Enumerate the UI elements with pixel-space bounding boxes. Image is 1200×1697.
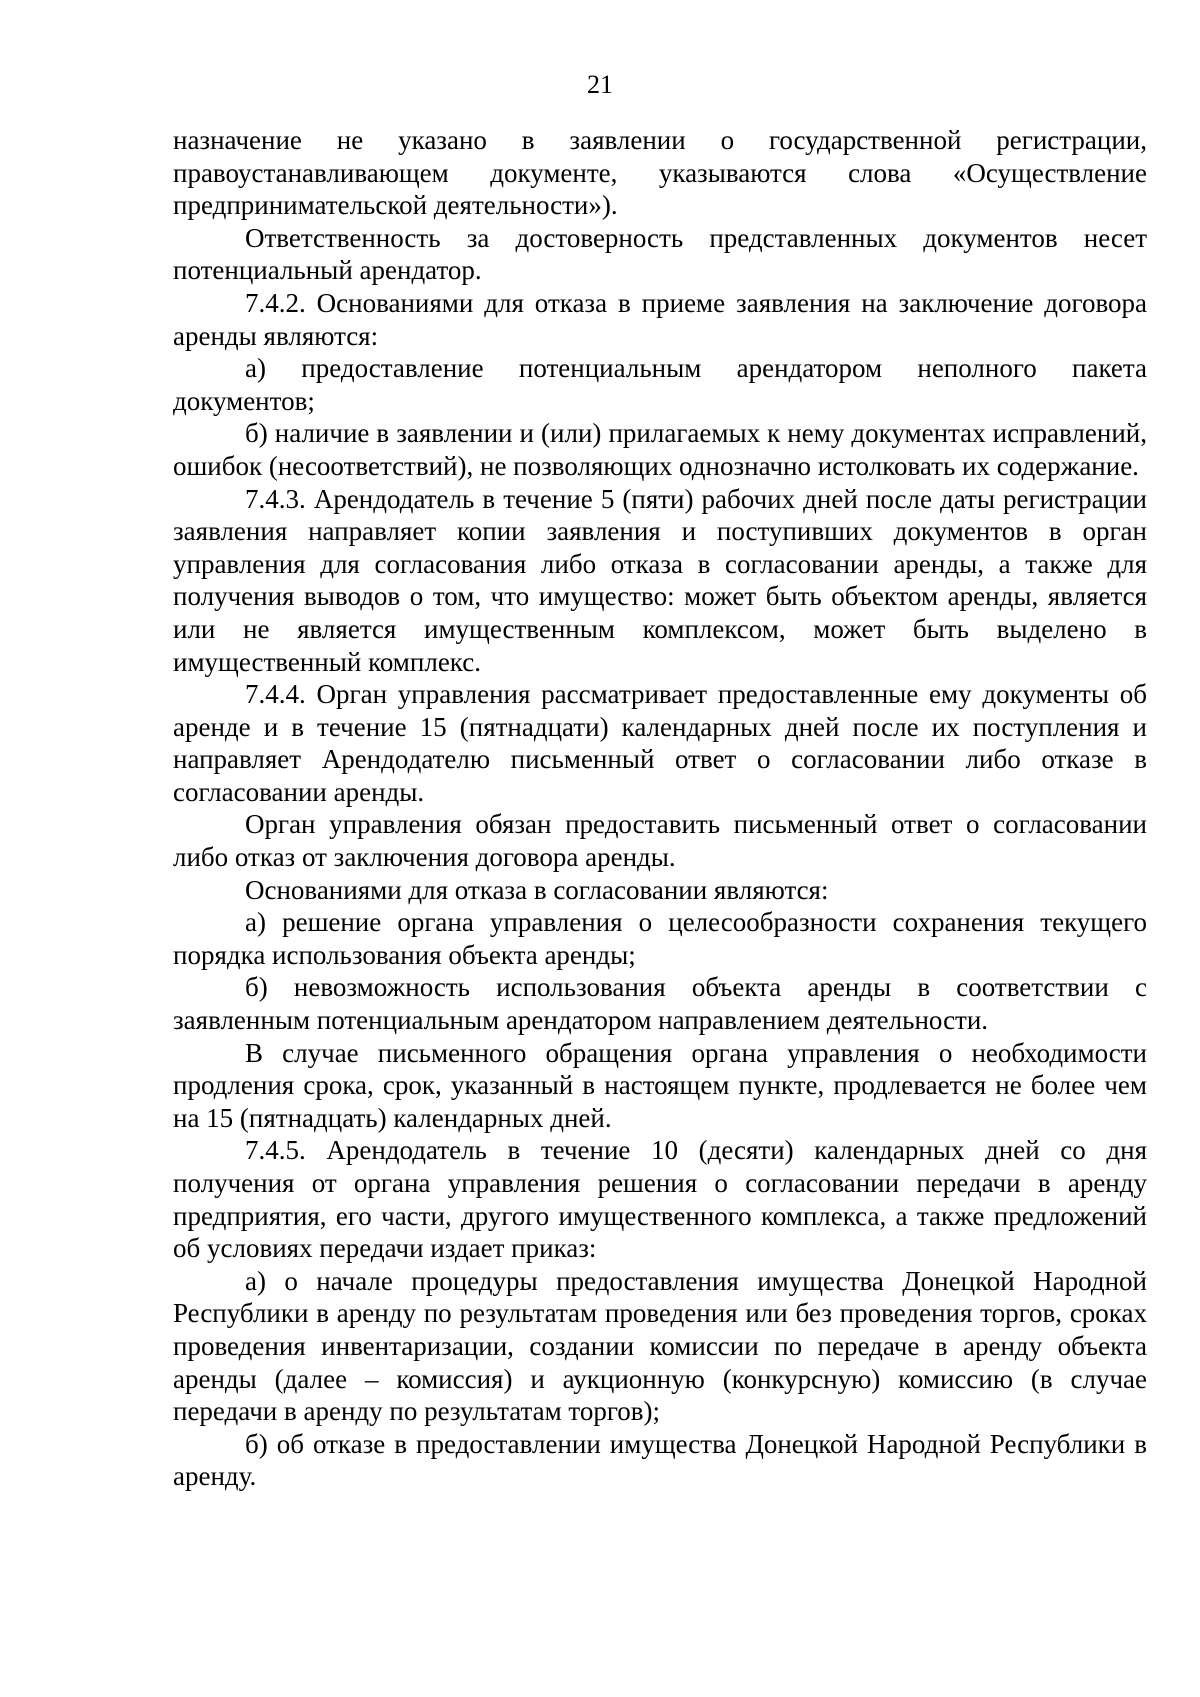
document-body <box>173 124 1147 1493</box>
paragraph: б) наличие в заявлении и (или) прилагаемых к нему документах исправлений, ошибок (несоответствий), не позволяющих однозначно истолковать их содержание. <box>173 418 1147 481</box>
paragraph: а) о начале процедуры предоставления имущества Донецкой Народной Республики в аренду по результатам проведения или без проведения торгов, сроках проведения инвентаризации, создании комиссии по передаче в аренду объекта аренды (далее – комиссия) и аукционную (конкурсную) комиссию (в случае передачи в аренду по результатам торгов); <box>173 1265 1147 1427</box>
paragraph: Ответственность за достоверность представленных документов несет потенциальный арендатор. <box>173 222 1147 286</box>
paragraph: а) предоставление потенциальным арендатором неполного пакета документов; <box>173 353 1147 416</box>
paragraph: б) невозможность использования объекта аренды в соответствии с заявленным потенциальным арендатором направлением деятельности. <box>173 972 1147 1036</box>
paragraph: В случае письменного обращения органа управления о необходимости продления срока, срок, указанный в настоящем пункте, продлевается не более чем на 15 (пятнадцать) календарных дней. <box>173 1037 1147 1133</box>
paragraph: Основаниями для отказа в согласовании являются: <box>245 874 829 905</box>
paragraph: 7.4.5. Арендодатель в течение 10 (десяти) календарных дней со дня получения от органа управления решения о согласовании передачи в аренду предприятия, его части, другого имущественного комплекса, а также предложений об условиях передачи издает приказ: <box>173 1135 1147 1264</box>
paragraph: Орган управления обязан предоставить письменный ответ о согласовании либо отказ от заключения договора аренды. <box>173 809 1147 873</box>
paragraph: 7.4.3. Арендодатель в течение 5 (пяти) рабочих дней после даты регистрации заявления направляет копии заявления и поступивших документов в орган управления для согласования либо отказа в согласовании аренды, а также для получения выводов о том, что имущество: может быть объектом аренды, является или не является имущественным комплексом, может быть выделено в имущественный комплекс. <box>173 483 1147 677</box>
paragraph: а) решение органа управления о целесообразности сохранения текущего порядка использования объекта аренды; <box>173 907 1147 970</box>
paragraph: 7.4.4. Орган управления рассматривает предоставленные ему документы об аренде и в течение 15 (пятнадцати) календарных дней после их поступления и направляет Арендодателю письменный ответ о согласовании либо отказе в согласовании аренды. <box>173 679 1147 807</box>
paragraph: назначение не указано в заявлении о государственной регистрации, правоустанавливающем документе, указываются слова «Осуществление предпринимательской деятельности»). <box>173 125 1147 221</box>
paragraph: б) об отказе в предоставлении имущества Донецкой Народной Республики в аренду. <box>173 1428 1147 1492</box>
paragraph: 7.4.2. Основаниями для отказа в приеме заявления на заключение договора аренды являются: <box>173 287 1147 351</box>
page-number: 21 <box>587 70 613 99</box>
